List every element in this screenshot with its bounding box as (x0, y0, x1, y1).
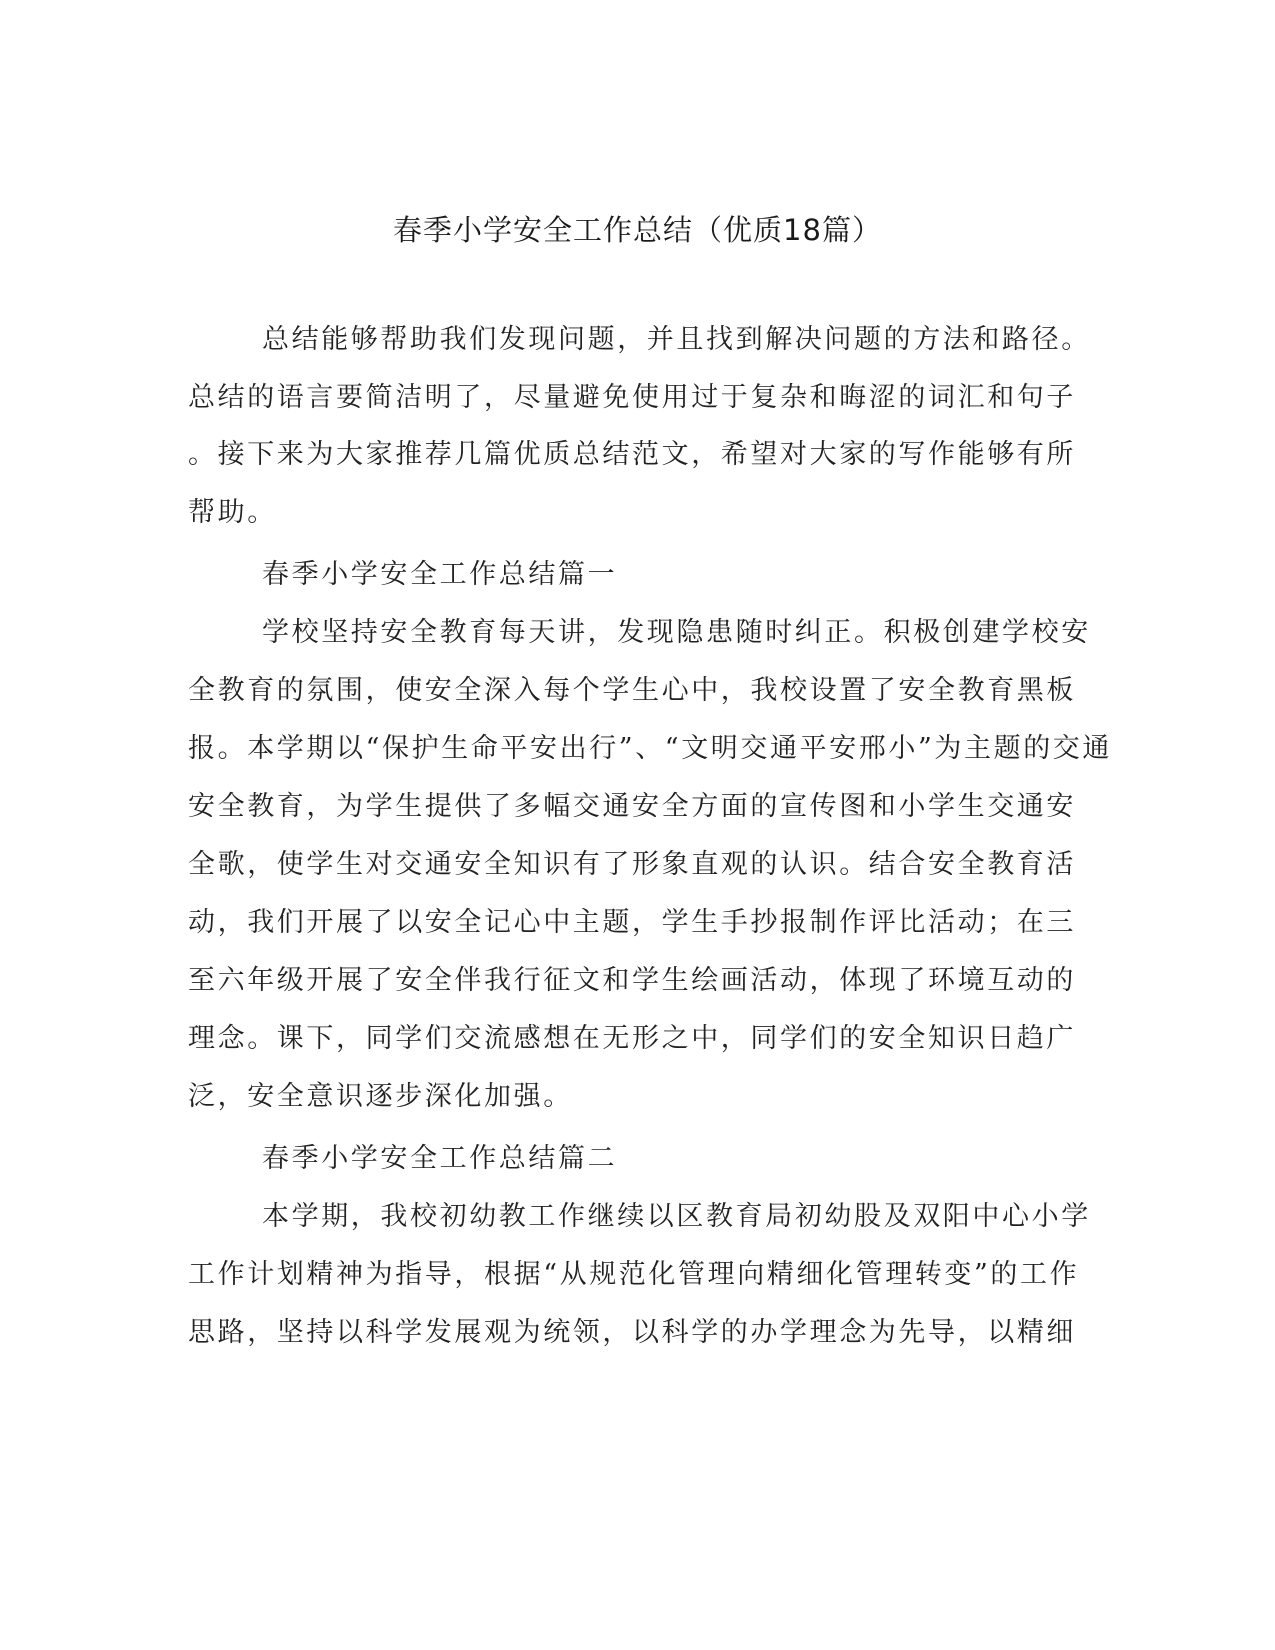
paragraph-line: 理念。课下，同学们交流感想在无形之中，同学们的安全知识日趋广 (188, 1023, 1076, 1054)
paragraph-line: 工作计划精神为指导，根据“从规范化管理向精细化管理转变”的工作 (188, 1259, 1080, 1290)
paragraph-line: 安全教育，为学生提供了多幅交通安全方面的宣传图和小学生交通安 (188, 791, 1076, 822)
paragraph-line: 全歌，使学生对交通安全知识有了形象直观的认识。结合安全教育活 (188, 849, 1076, 880)
section-heading: 春季小学安全工作总结篇一 (262, 559, 618, 590)
paragraph-line: 至六年级开展了安全伴我行征文和学生绘画活动，体现了环境互动的 (188, 965, 1076, 996)
paragraph-line: 动，我们开展了以安全记心中主题，学生手抄报制作评比活动；在三 (188, 907, 1076, 938)
paragraph-line: 思路，坚持以科学发展观为统领，以科学的办学理念为先导，以精细 (188, 1317, 1076, 1348)
document-title: 春季小学安全工作总结（优质18篇） (393, 213, 882, 247)
paragraph-line: 全教育的氛围，使安全深入每个学生心中，我校设置了安全教育黑板 (188, 675, 1076, 706)
section-heading: 春季小学安全工作总结篇二 (262, 1143, 618, 1174)
paragraph-line: 学校坚持安全教育每天讲，发现隐患随时纠正。积极创建学校安 (262, 617, 1091, 648)
paragraph-line: 。接下来为大家推荐几篇优质总结范文，希望对大家的写作能够有所 (188, 439, 1076, 470)
paragraph-line: 报。本学期以“保护生命平安出行”、“文明交通平安邢小”为主题的交通 (188, 733, 1113, 764)
paragraph-line: 总结能够帮助我们发现问题，并且找到解决问题的方法和路径。 (262, 324, 1091, 355)
paragraph-line: 本学期，我校初幼教工作继续以区教育局初幼股及双阳中心小学 (262, 1201, 1091, 1232)
paragraph-line: 帮助。 (188, 497, 277, 528)
paragraph-line: 总结的语言要简洁明了，尽量避免使用过于复杂和晦涩的词汇和句子 (188, 382, 1076, 413)
paragraph-line: 泛，安全意识逐步深化加强。 (188, 1081, 573, 1112)
